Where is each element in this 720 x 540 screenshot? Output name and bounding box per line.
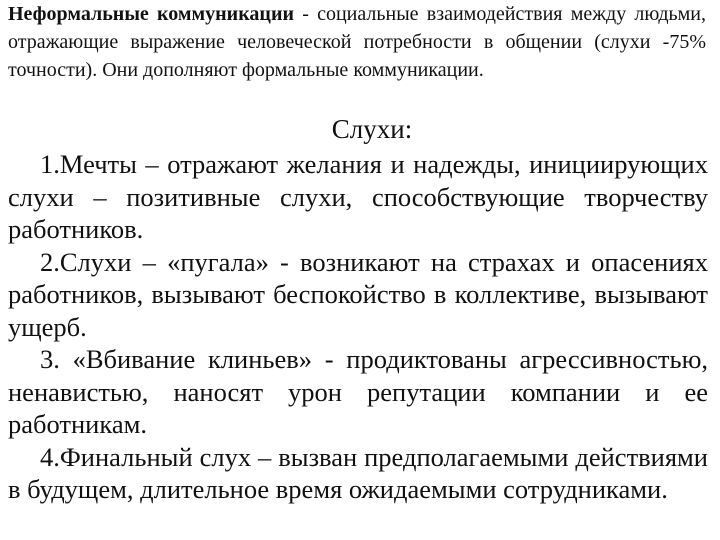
rumors-heading: Слухи:: [331, 114, 413, 144]
intro-paragraph: [8, 0, 706, 84]
rumor-item-dreams: 1.Мечты – отражают желания и надежды, инициирующих слухи – позитивные слухи, способствующие творчеству работников.: [8, 149, 708, 244]
rumor-item-wedges: 3. «Вбивание клиньев» - продиктованы агрессивностью, ненавистью, наносят урон репутации компании и ее работникам.: [8, 344, 708, 439]
rumor-item-scarecrows: 2.Слухи – «пугала» - возникают на страхах и опасениях работников, вызывают беспокойство в коллективе, вызывают ущерб.: [8, 246, 708, 342]
intro-term: Неформальные коммуникации: [8, 3, 294, 25]
rumor-item-final: 4.Финальный слух – вызван предполагаемыми действиями в будущем, длительное время ожидаемыми сотрудниками.: [8, 441, 708, 504]
rumors-list: [8, 148, 708, 506]
intro-definition: - социальные взаимодействия между людьми, отражающие выражение человеческой потребности в общении (слухи -75% точности). Они дополняют формальные коммуникации.: [8, 3, 706, 81]
